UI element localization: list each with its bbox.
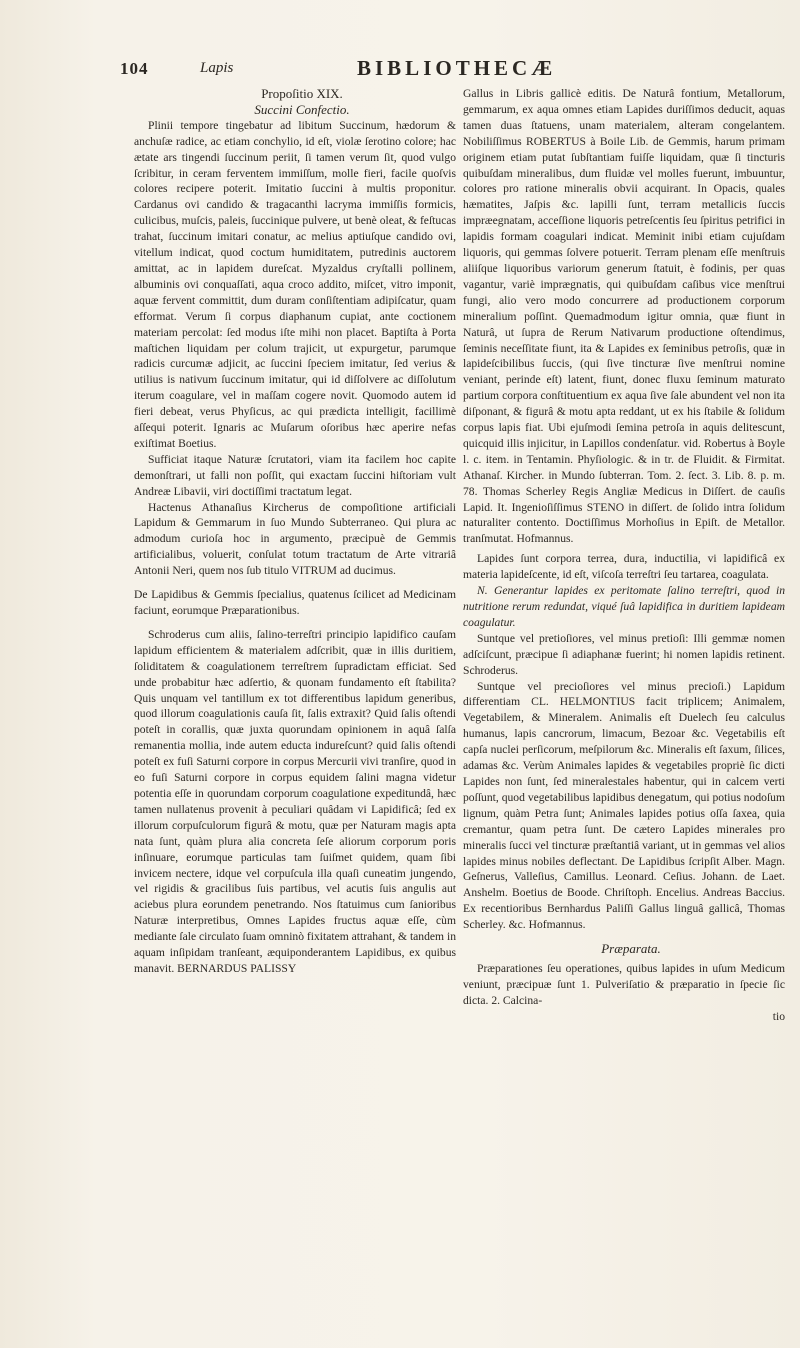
paragraph: Plinii tempore tingebatur ad libitum Succinum, hædorum & anchuſæ radice, ac etiam conchylio, id eſt, violæ ſerotino colore; hac ætate ars tingendi ſuccinum periit, ſi tamen verum ſit, quod vulgo ſcribitur, in ceram ferventem immiſſum, molle fieri, facile quoſvis colores recipere poterit. Imitatio ſuccini à multis proponitur. Cardanus ovi candido & tragacanthi lacryma immiſſis formicis, culicibus, muſcis, paleis, ſuccinique pulvere, ut benè oleat, & feſtucas trahat, ſuccinum imitari conatur, ac melius aptiuſque candido ovi, vitellum indicat, quod coctum humiditatem, putredinis auctorem amittat, ac in lapidem dureſcat. Myzaldus cryſtalli pollinem, albuminis ovi conquaſſati, aqua croco addito, miſcet, vitro imponit, aquæ fervent committit, dum duram conſiſtentiam adipiſcatur, quam efformat. Verum ſi corpus diaphanum cupiat, ante coctionem materiam percolat: ſed modus iſte mihi non placet. Baptiſta à Porta maſtichen liquidam per colum trajicit, ut expurgetur, parumque radicis curcumæ adjicit, ac ſuccini ſpeciem imitatur, ſed verius & utilius is nativum ſuccinum imitatur, qui id diſſolvere ac diſſolutum iterum coagulare, vel in maſſam cogere novit. Quomodo autem id fieri debeat, verus Phyſicus, ac qui prædicta intelligit, facillimè aſſequi poterit. Ignaris ac Muſarum oſoribus hæc aperire nefas exiſtimat Boetius. [134, 118, 456, 450]
right-column [463, 86, 785, 1025]
paragraph: Suntque vel pretioſiores, vel minus pretioſi: Illi gemmæ nomen adſciſcunt, præcipue ſi adiaphanæ fuerint; hi nomen lapidis retinent. Schroderus. [463, 631, 785, 677]
paragraph: Schroderus cum aliis, ſalino-terreſtri principio lapidifico cauſam lapidum efficientem & materialem adſcribit, quæ in illis duritiem, ſoliditatem & coagulationem terreſtrem ſupradictam efficiat. Sed unde probabitur hæc adſertio, & quonam fundamento eſt ſtabilita? Quis unquam vel tantillum ex tot differentibus lapidum generibus, quod illorum coagulationis cauſa ſit, ſalis extraxit? Quid ſalis oſtendi poteſt in corallis, quæ juxta quorundam opinionem in aquâ ſalſa remanentia mollia, inde autem educta indureſcunt? quid ſalis oſtendi poteſt ex fuſi Saturni corpore in corpus Mercurii vivi tranſire, quod in eo fuſi Saturni corpore in corpus equidem ſalini magna videtur potentia eſſe in quorundam corporum coagulatione expeditundâ, hæc tamen nullatenus provenit à peculiari quâdam vi Lapidificâ; ſed ex illorum corpuſculorum figurâ & motu, quæ per Naturam magis apta nata ſunt, quàm plura alia concreta ſeſe aliorum corporum poris inſinuare, eorumque particulas tam ſuiſmet quidem, quam ſibi invicem nectere, idque vel corpuſcula illa quaſi cuneatim jungendo, vel rigidis & gracilibus ſuis partibus, vel acutis ſuis angulis aut aciebus plura eorundem penetrando. Nos ſtatuimus cum ſanioribus Naturæ interpretibus, Omnes Lapides fructus aquæ eſſe, cùm mediante ſale circulato ſuam omninò fixitatem attrahant, & tandem in aquam inſipidam tranſeant, æquiponderantem Lapidibus, ex quibus manavit. BERNARDUS PALISSY [134, 627, 456, 975]
paragraph: N. Generantur lapides ex peritomate ſalino terreſtri, quod in nutritione rerum redundat, viqué ſuâ lapidifica in duritiem lapideam coagulatur. [463, 584, 785, 629]
proposition-heading: Propoſitio XIX. [261, 86, 343, 101]
left-column [134, 86, 456, 977]
running-header [120, 56, 780, 82]
proposition-subtitle: Succini Confectio. [254, 101, 350, 117]
paragraph: Lapides ſunt corpora terrea, dura, inductilia, vi lapidificâ ex materia lapideſcente, id eſt, viſcoſa terreſtri ſeu tartarea, coagulata. [463, 552, 785, 582]
spacer [134, 579, 456, 587]
running-title: BIBLIOTHECÆ [357, 56, 557, 80]
catchword: tio [772, 1009, 785, 1023]
section-heading: De Lapidibus & Gemmis ſpecialius, quatenus ſcilicet ad Medicinam faciunt, eorumque Præparationibus. [134, 588, 456, 617]
page-number: 104 [120, 59, 149, 78]
praeparata-heading: Præparata. [601, 941, 661, 957]
spacer [463, 933, 785, 941]
paragraph: Gallus in Libris gallicè editis. De Naturâ fontium, Metallorum, gemmarum, ex aqua omnes etiam Lapides duriſſimos deducit, aquas tamen duas ſtatuens, unam materialem, alteram congelantem. Nobiliſſimus ROBERTUS à Boile Lib. de Gemmis, harum primam originem etiam putat ſubſtantiam fuiſſe liquidam, quæ ſi tincturis quibuſdam mineralibus, dum fluidæ vel molles fuerunt, imbuuntur, colores pro ratione mineralis obvii acquirant. In Opacis, quales hæmatites, Jaſpis &c. lapilli ſunt, terram metallicis ſuccis impræegnatam, acceſſione liquoris petreſcentis ſeu ſpiritus petrifici in lapidis formam coagulari indicat. Meminit inibi etiam cujuſdam liquoris, qui gemmas ſolvere potuerit. Terram plenam eſſe menſtruis aliiſque liquoribus variorum generum ſtatuit, è fodinis, per quas vagantur, variè imprægnatis, qui quibuſdam caſibus vice menſtrui fungi, alio vero modo concurrere ad productionem corporum mineralium poſſint. Quemadmodum igitur omnia, quæ fiunt in Naturâ, ut ſupra de Rerum Nativarum productione oſtendimus, ſeminis neceſſitate fiunt, ita & Lapides ex ſeminibus petroſis, quæ in lapideſcibilibus ſuccis, (qui ſive tincturæ ſive menſtrui nomine veniant, perinde eſt) latent, fiunt, donec fluxu ſeminum maturato partium corpora conſtituentium ex aqua ſive ſale abundent vel non ita diſponant, & figurâ & motu apta reddant, ut ex his ſtabile & ſolidum corpus lapis fiat. Ubi ejuſmodi ſemina petroſa in aquis delitescunt, quicquid illis injicitur, in Lapillos condenſatur. vid. Robertus à Boyle l. c. item. in Tentamin. Phyſiologic. & in tr. de Fluidit. & Firmitat. Athanaſ. Kircher. in Mundo ſubterran. Tom. 2. ſect. 3. Lib. 8. p. m. 78. Thomas Scherley Regis Angliæ Medicus in Diſſert. de cauſis Lapid. It. Ingenioſiſſimus STENO in diſſert. de ſolido intra ſolidum naturaliter contento. Doctiſſimus Morhoſius in Epiſt. de Metallor. tranſmutat. Hofmannus. [463, 87, 785, 546]
spacer [134, 619, 456, 627]
paragraph: Suntque vel precioſiores vel minus precioſi.) Lapidum differentiam CL. HELMONTIUS facit triplicem; Animalem, Vegetabilem, & Mineralem. Animalis eſt Duelech ſeu calculus humanus, lapis cancrorum, limacum, Bezoar &c. Vegetabilis eſt capſa nuclei perſicorum, meſpilorum &c. Mineralis eſt ſaxum, ſilices, adamas &c. Verùm Animales lapides & vegetabiles propriè ſic dicti Lapides non ſunt, ſed mineralestales habentur, qui in calcem verti poſſunt, quod vegetabilibus lapidibus denegatum, qui potius nodoſum lignum, quàm Petra ſunt; Animales lapides potius oſſa ſaxea, quia cremantur, quam petra ſunt. De cætero Lapides minerales pro mineralis ſucci vel tincturæ præſtantiâ variant, ut in gemmas vel alios lapides minus nobiles deflectant. De Lapidibus ſcripſit Alber. Magn. Geſnerus, Valleſius, Camillus. Leonard. Ceſius. Johann. de Laet. Anshelm. Boetius de Boode. Chriſtoph. Encelius. Andreas Baccius. Ex recentioribus Bernhardus Paliſſi Gallus linguâ gallicâ, Thomas Scherley. &c. Hofmannus. [463, 679, 785, 932]
paragraph: Præparationes ſeu operationes, quibus lapides in uſum Medicum veniunt, præcipuæ ſunt 1. Pulveriſatio & præparatio in ſpecie ſic dicta. 2. Calcina- [463, 961, 785, 1007]
paragraph: Sufficiat itaque Naturæ ſcrutatori, viam ita facilem hoc capite demonſtrari, ut falli non poſſit, qui exactam ſuccini hiſtoriam vult Andreæ Libavii, viri doctiſſimi tractatum legat. [134, 452, 456, 498]
paragraph: Hactenus Athanaſius Kircherus de compoſitione artificiali Lapidum & Gemmarum in ſuo Mundo Subterraneo. Qui plura ac admodum curioſa hoc in argumento, præcipuè de Gemmis artificialibus, voluerit, conſulat totum tractatum de Arte vitrariâ Antonii Neri, quem nos ſub titulo VITRUM ad ducimus. [134, 500, 456, 578]
section-label: Lapis [200, 60, 234, 76]
